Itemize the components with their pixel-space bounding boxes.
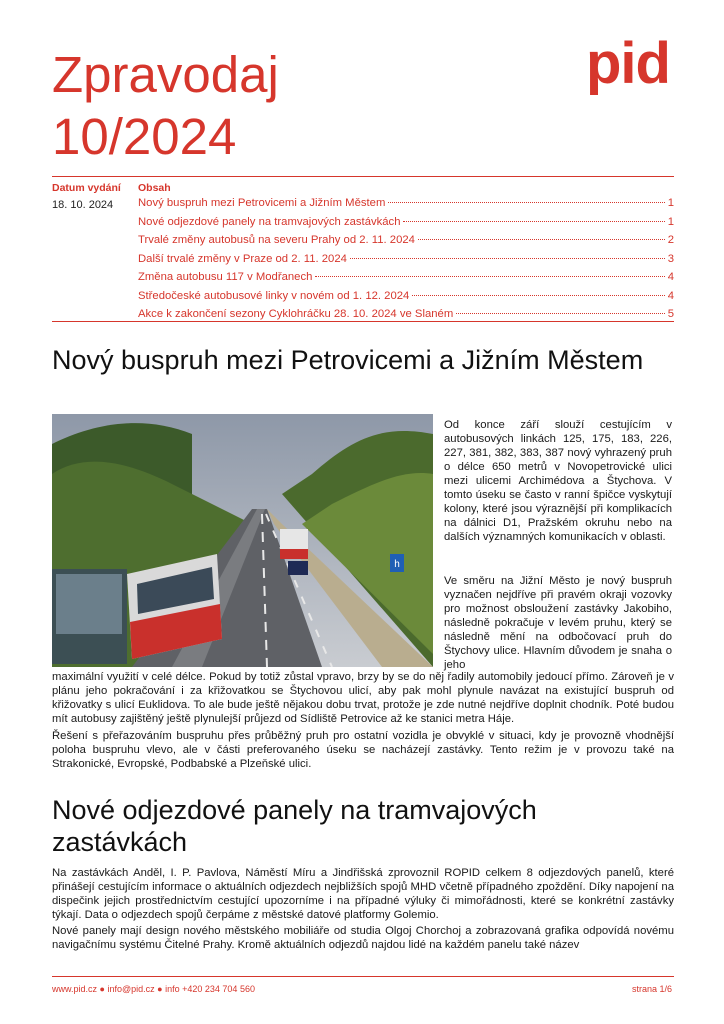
footer-web-link[interactable]: www.pid.cz bbox=[52, 984, 98, 994]
toc-item[interactable]: Středočeské autobusové linky v novém od 1. 12. 2024 4 bbox=[138, 289, 674, 302]
toc-item[interactable]: Nový buspruh mezi Petrovicemi a Jižním Městem 1 bbox=[138, 197, 674, 209]
article1-paragraph-1: Od konce září slouží cestujícím v autobusových linkách 125, 175, 183, 226, 227, 381, 382, 383, 387 nový vyhrazený pruh o délce 650 metrů v Novopetrovické ulici mezi ulicemi Archimédova a Štychova. V tomto úseku se často v ranní špičce vyskytují kolony, které jsou výraznější při komplikacích na dálnici D1, Pražském okruhu nebo na dalších významných komunikacích v oblasti. bbox=[444, 419, 672, 543]
table-of-contents bbox=[138, 197, 674, 327]
issue-date: 18. 10. 2024 bbox=[52, 199, 114, 211]
toc-label: Obsah bbox=[138, 182, 171, 194]
footer-divider bbox=[52, 976, 674, 977]
article1-heading: Nový buspruh mezi Petrovicemi a Jižním Městem bbox=[52, 345, 644, 375]
article1-paragraph-3: Řešení s přeřazováním buspruhu přes průběžný pruh pro ostatní vozidla je obvyklé v situaci, kdy je provozně vhodnější poloha buspruhu vlevo, ale v části preferovaného úseku se nacházejí zastávky. Tento režim je v provozu také na Strakonické, Evropské, Podbabské a Plzeňské ulici. bbox=[52, 730, 674, 770]
article2-paragraph-1: Na zastávkách Anděl, I. P. Pavlova, Náměstí Míru a Jindřišská zprovoznil ROPID celkem 8 odjezdových panelů, které přinášejí cestujícím informace o aktuálních odjezdech nejbližších spojů MHD včetně případného zpoždění. Díky napojení na dispečink jejich prostřednictvím cestující upozorníme i na případné výluky či mimořádnosti, které se konkrétní zastávky týkají. Data o odjezdech spojů čerpáme z městské datové platformy Golemio. bbox=[52, 867, 674, 921]
pid-logo: pid bbox=[586, 31, 670, 96]
toc-item[interactable]: Nové odjezdové panely na tramvajových zastávkách 1 bbox=[138, 215, 674, 228]
footer-email-link[interactable]: info@pid.cz bbox=[107, 984, 155, 994]
article1-paragraph-2b: maximální využití v celé délce. Pokud by totiž zůstal vpravo, brzy by se do něj řadily automobily jedoucí přímo. Zároveň je v plánu jeho pokračování i za křižovatkou se Štychovou ulicí, aby pak mohl plynule navázat na existující buspruh od křižovatky s ulicí Euklidova. To ale bude ještě nějakou dobu trvat, protože je zde nutné nejdříve doplnit chodník. Poté budou mít autobusy zajištěný ještě plynulejší průjezd od Sídliště Petrovice až ke stanici metra Háje. bbox=[52, 671, 674, 725]
article1-paragraph-2a: Ve směru na Jižní Město je nový buspruh vyznačen nejdříve při pravém okraji vozovky pro možnost obsloužení zastávky Jakobiho, následně pokračuje v levém pruhu, který se následně mění na odbočovací pruh do Štychovy ulice. Hlavním důvodem je snaha o jeho bbox=[444, 575, 672, 671]
date-label: Datum vydání bbox=[52, 182, 121, 194]
footer-contacts bbox=[52, 984, 255, 994]
article2-heading: Nové odjezdové panely na tramvajových zastávkách bbox=[52, 795, 537, 857]
toc-item[interactable]: Změna autobusu 117 v Modřanech 4 bbox=[138, 271, 674, 283]
article2-paragraph-2: Nové panely mají design nového městského mobiliáře od studia Olgoj Chorchoj a zobrazovaná grafika odpovídá novému navigačnímu systému Čitelné Prahy. Kromě aktuálních odjezdů najdou lidé na každém panelu také název bbox=[52, 925, 674, 951]
divider-toc bbox=[52, 321, 674, 322]
footer-separator: ● bbox=[99, 984, 105, 994]
page-number: strana 1/6 bbox=[631, 984, 672, 994]
title-line-1: Zpravodaj bbox=[52, 46, 279, 103]
bus-stop-sign: h bbox=[394, 559, 400, 570]
toc-item[interactable]: Další trvalé změny v Praze od 2. 11. 2024 3 bbox=[138, 252, 674, 265]
toc-item[interactable]: Akce k zakončení sezony Cyklohráčku 28. 10. 2024 ve Slaném 5 bbox=[138, 308, 674, 320]
newsletter-title bbox=[52, 44, 279, 168]
buslane-photo bbox=[52, 414, 433, 667]
toc-item[interactable]: Trvalé změny autobusů na severu Prahy od 2. 11. 2024 2 bbox=[138, 234, 674, 246]
divider-top bbox=[52, 176, 674, 177]
footer-phone: info +420 234 704 560 bbox=[165, 984, 255, 994]
footer-separator: ● bbox=[157, 984, 163, 994]
title-line-2: 10/2024 bbox=[52, 108, 237, 165]
